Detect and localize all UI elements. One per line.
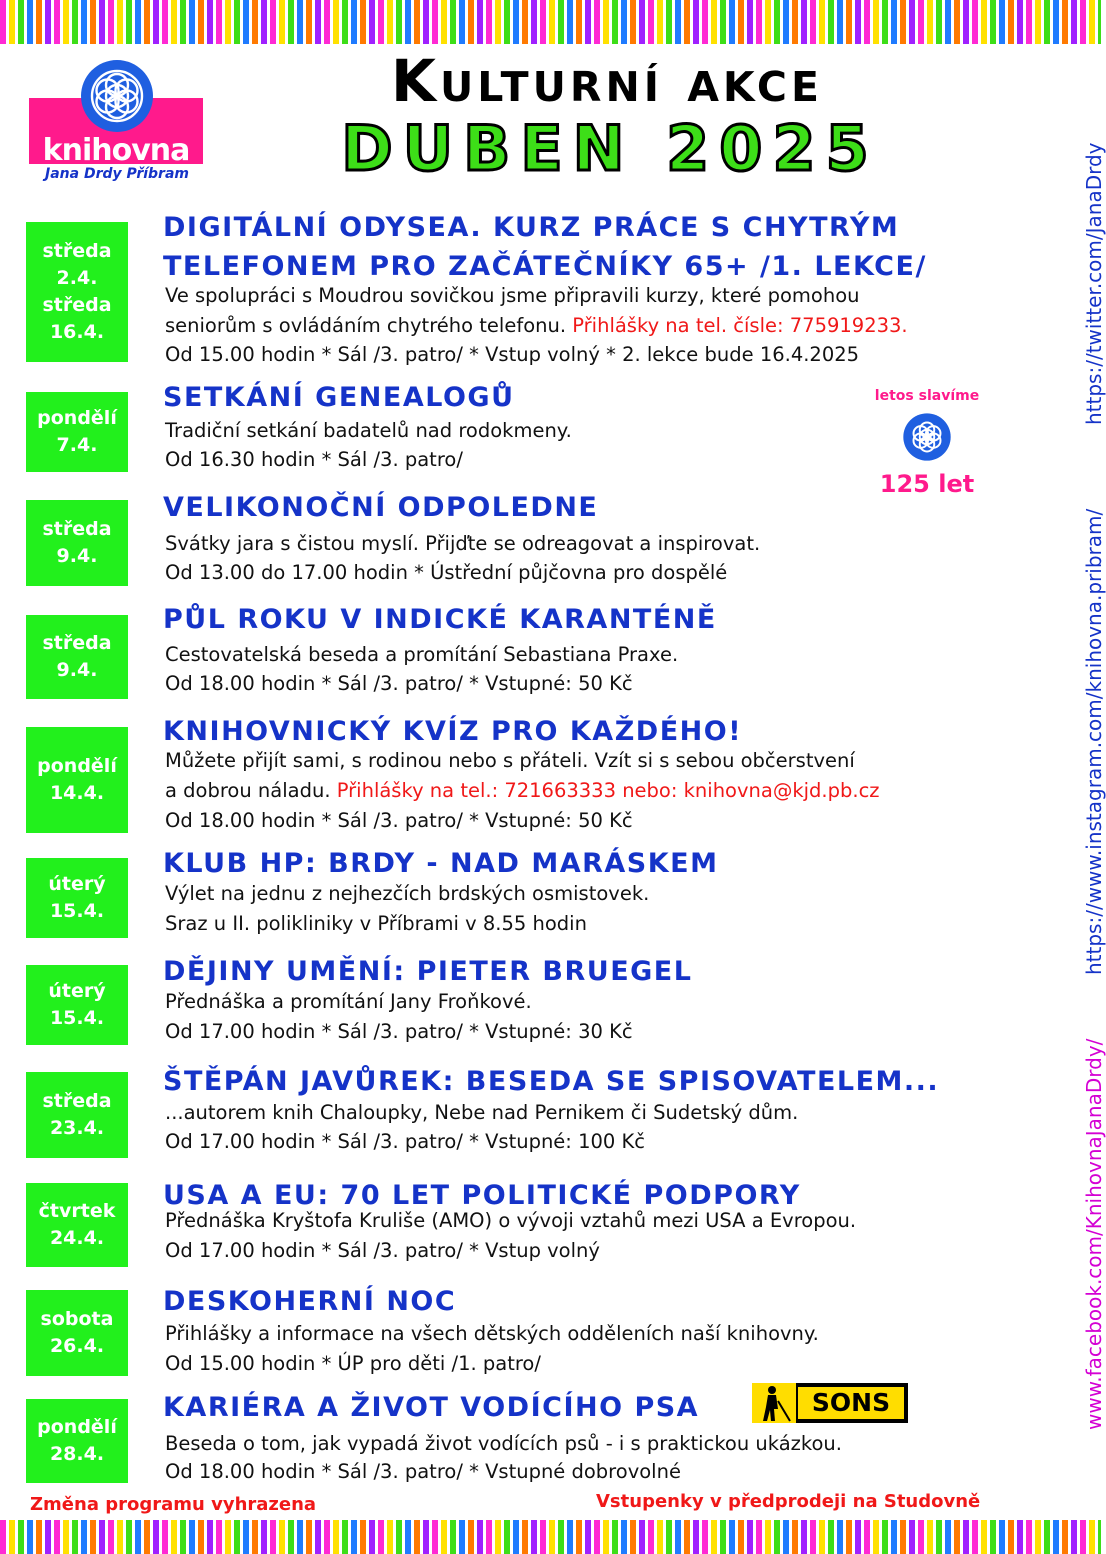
- event-date: pondělí 7.4.: [26, 392, 128, 472]
- event-description: Cestovatelská beseda a promítání Sebastiana Praxe.: [165, 643, 679, 666]
- event-date: pondělí 28.4.: [26, 1399, 128, 1483]
- event-time: Od 17.00 hodin * Sál /3. patro/ * Vstupné: 30 Kč: [165, 1020, 633, 1043]
- event-title: TELEFONEM PRO ZAČÁTEČNÍKY 65+ /1. LEKCE/: [163, 251, 927, 282]
- decorative-stripes-top: [0, 0, 1101, 44]
- flower-of-life-icon: [902, 412, 952, 462]
- event-time: Od 17.00 hodin * Sál /3. patro/ * Vstup volný: [165, 1239, 600, 1262]
- library-logo: [27, 58, 207, 188]
- event-description: Beseda o tom, jak vypadá život vodících psů - i s praktickou ukázkou.: [165, 1432, 842, 1455]
- event-title: PŮL ROKU V INDICKÉ KARANTÉNĚ: [163, 604, 717, 635]
- event-title: VELIKONOČNÍ ODPOLEDNE: [163, 492, 599, 523]
- event-time: Od 18.00 hodin * Sál /3. patro/ * Vstupné dobrovolné: [165, 1460, 681, 1483]
- logo-text: knihovna: [42, 133, 190, 168]
- event-title: KNIHOVNICKÝ KVÍZ PRO KAŽDÉHO!: [163, 716, 743, 747]
- event-description: Svátky jara s čistou myslí. Přijďte se odreagovat a inspirovat.: [165, 532, 761, 555]
- event-description: seniorům s ovládáním chytrého telefonu. Přihlášky na tel. čísle: 775919233.: [165, 314, 908, 337]
- event-description: Ve spolupráci s Moudrou sovičkou jsme připravili kurzy, které pomohou: [165, 284, 860, 307]
- event-description: Výlet na jednu z nejhezčích brdských osmistovek.: [165, 882, 650, 905]
- badge-top-text: letos slavíme: [874, 388, 980, 404]
- sons-logo: [752, 1383, 908, 1423]
- registration-info: Přihlášky na tel. čísle: 775919233.: [572, 314, 908, 337]
- blind-person-icon: [752, 1383, 796, 1423]
- event-title: KLUB HP: BRDY - NAD MARÁSKEM: [163, 848, 719, 879]
- event-date: středa 23.4.: [26, 1072, 128, 1158]
- event-time: Od 16.30 hodin * Sál /3. patro/: [165, 448, 463, 471]
- event-title: ŠTĚPÁN JAVŮREK: BESEDA SE SPISOVATELEM...: [163, 1066, 940, 1097]
- facebook-link[interactable]: www.facebook.com/KnihovnaJanaDrdy/: [1082, 1038, 1106, 1430]
- event-description: Přihlášky a informace na všech dětských odděleních naší knihovny.: [165, 1322, 819, 1345]
- page-subtitle: DUBEN 2025: [341, 112, 879, 185]
- event-title: USA A EU: 70 LET POLITICKÉ PODPORY: [163, 1180, 801, 1211]
- event-description: Přednáška a promítání Jany Froňkové.: [165, 990, 532, 1013]
- event-description: ...autorem knih Chaloupky, Nebe nad Pernikem či Sudetský dům.: [165, 1101, 799, 1124]
- event-title: DIGITÁLNÍ ODYSEA. KURZ PRÁCE S CHYTRÝM: [163, 212, 900, 243]
- event-time: Od 17.00 hodin * Sál /3. patro/ * Vstupné: 100 Kč: [165, 1130, 645, 1153]
- event-date: sobota 26.4.: [26, 1290, 128, 1376]
- event-date: pondělí 14.4.: [26, 727, 128, 833]
- event-date: středa 2.4. středa 16.4.: [26, 222, 128, 362]
- event-time: Sraz u II. polikliniky v Příbrami v 8.55 hodin: [165, 912, 587, 935]
- twitter-link[interactable]: https://twitter.com/JanaDrdy: [1082, 142, 1106, 425]
- sons-logo-text: SONS: [798, 1387, 904, 1419]
- event-date: středa 9.4.: [26, 615, 128, 699]
- footer-note-right: Vstupenky v předprodeji na Studovně: [596, 1491, 981, 1512]
- event-description: Tradiční setkání badatelů nad rodokmeny.: [165, 419, 572, 442]
- event-date: čtvrtek 24.4.: [26, 1183, 128, 1267]
- page-title: Kulturní akce: [391, 47, 823, 115]
- badge-years: 125 let: [879, 470, 975, 498]
- event-title: DĚJINY UMĚNÍ: PIETER BRUEGEL: [163, 956, 693, 987]
- decorative-stripes-bottom: [0, 1520, 1101, 1554]
- registration-info: Přihlášky na tel.: 721663333 nebo: knihovna@kjd.pb.cz: [336, 779, 880, 802]
- event-time: Od 15.00 hodin * ÚP pro děti /1. patro/: [165, 1352, 541, 1375]
- event-time: Od 13.00 do 17.00 hodin * Ústřední půjčovna pro dospělé: [165, 561, 728, 584]
- event-title: KARIÉRA A ŽIVOT VODÍCÍHO PSA: [163, 1392, 700, 1423]
- event-time: Od 18.00 hodin * Sál /3. patro/ * Vstupné: 50 Kč: [165, 672, 633, 695]
- footer-note-left: Změna programu vyhrazena: [30, 1494, 317, 1515]
- event-date: středa 9.4.: [26, 500, 128, 586]
- event-time: Od 18.00 hodin * Sál /3. patro/ * Vstupné: 50 Kč: [165, 809, 633, 832]
- anniversary-badge: [862, 388, 992, 504]
- instagram-link[interactable]: https://www.instagram.com/knihovna.pribram/: [1082, 508, 1106, 975]
- event-description: a dobrou náladu. Přihlášky na tel.: 721663333 nebo: knihovna@kjd.pb.cz: [165, 779, 880, 802]
- event-title: DESKOHERNÍ NOC: [163, 1286, 457, 1317]
- logo-subtitle: Jana Drdy Příbram: [45, 166, 189, 182]
- flower-of-life-icon: [79, 58, 155, 134]
- event-time: Od 15.00 hodin * Sál /3. patro/ * Vstup volný * 2. lekce bude 16.4.2025: [165, 343, 860, 366]
- event-description: Přednáška Kryštofa Kruliše (AMO) o vývoji vztahů mezi USA a Evropou.: [165, 1209, 857, 1232]
- event-description: Můžete přijít sami, s rodinou nebo s přáteli. Vzít si s sebou občerstvení: [165, 749, 855, 772]
- event-date: úterý 15.4.: [26, 858, 128, 938]
- event-date: úterý 15.4.: [26, 965, 128, 1045]
- event-title: SETKÁNÍ GENEALOGŮ: [163, 382, 515, 413]
